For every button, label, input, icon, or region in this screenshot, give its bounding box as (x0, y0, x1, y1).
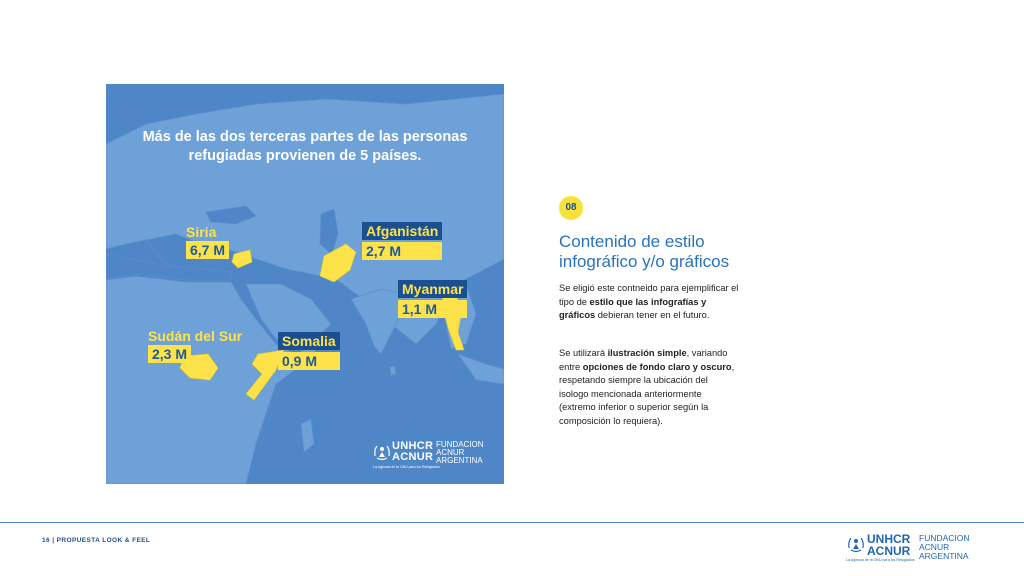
label-name: Afganistán (362, 222, 442, 240)
label-somalia (278, 332, 340, 370)
description-paragraph-1: Se eligió este contneido para ejemplificar el tipo de estilo que las infografías y gráficos debieran tener en el futuro. (559, 283, 739, 320)
label-siria (186, 224, 229, 260)
fundacion-wordmark: FUNDACION ACNUR ARGENTINA (919, 533, 970, 561)
label-afganistan (362, 222, 442, 260)
label-name: Somalia (278, 332, 340, 350)
section-number-badge: 08 (559, 196, 583, 220)
label-value: 6,7 M (186, 241, 229, 259)
refugee-map-infographic (106, 84, 504, 484)
footer-divider (0, 522, 1024, 523)
label-name: Sudán del Sur (148, 328, 243, 344)
fundacion-wordmark: FUNDACION ACNUR ARGENTINA (436, 440, 484, 465)
label-value: 2,3 M (148, 345, 191, 363)
label-name: Siria (186, 224, 217, 240)
unhcr-logo-footer: UNHCR ACNUR La Agencia de la ONU para los Refugiados FUNDACION ACNUR ARGENTINA (846, 532, 970, 562)
label-value: 2,7 M (362, 242, 442, 260)
unhcr-emblem-icon (372, 442, 392, 462)
page-label: 16 | PROPUESTA LOOK & FEEL (42, 537, 151, 544)
label-sudan-del-sur (148, 328, 242, 364)
label-name: Myanmar (398, 280, 467, 298)
description-paragraph-2: Se utilizará ilustración simple, variando entre opciones de fondo claro y oscuro, respetando siempre la ubicación del isologo mencionada anteriormente (extremo inferior o superior según la composición lo requiera). (559, 348, 735, 426)
label-value: 0,9 M (278, 352, 340, 370)
label-myanmar (398, 280, 467, 318)
label-value: 1,1 M (398, 300, 467, 318)
map-title: Más de las dos terceras partes de las personas refugiadas provienen de 5 países. (142, 129, 468, 164)
unhcr-logo-map: UNHCR ACNUR La Agencia de la ONU para los Refugiados FUNDACION ACNUR ARGENTINA (372, 440, 496, 470)
section-heading: Contenido de estilo infográfico y/o gráficos (559, 232, 730, 271)
unhcr-emblem-icon (846, 534, 866, 554)
syria-shape (232, 250, 252, 268)
